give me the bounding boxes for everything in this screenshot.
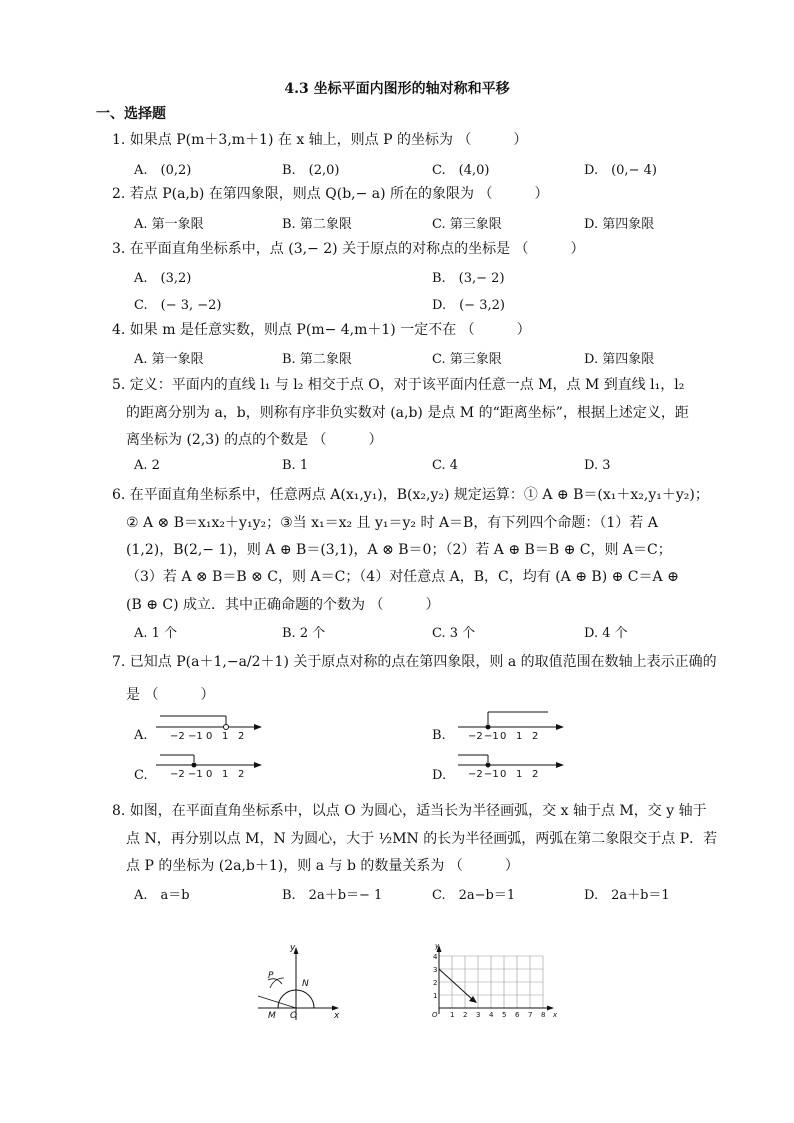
q7b-tick-3: 0	[500, 731, 507, 742]
q7-option-c[interactable]: C.	[134, 768, 148, 783]
q2-option-b[interactable]: B. 第二象限	[282, 217, 352, 232]
q4-option-b[interactable]: B. 第二象限	[282, 352, 352, 367]
q6-option-a[interactable]: A. 1 个	[134, 626, 178, 641]
q7-option-d[interactable]: D.	[432, 768, 447, 783]
question-6-line-1: 6. 在平面直角坐标系中，任意两点 A(x₁,y₁)，B(x₂,y₂) 规定运算：① A ⊕ B＝(x₁＋x₂,y₁＋y₂)；	[112, 487, 709, 503]
question-6-line-3: (1,2)，B(2,− 1)，则 A ⊕ B＝(3,1)，A ⊗ B＝0；（2）若 A ⊕ B＝B ⊕ C，则 A＝C；	[126, 542, 672, 558]
q5-option-d[interactable]: D. 3	[584, 458, 611, 473]
q7b-tick-1: −2	[468, 731, 483, 742]
q8-option-d[interactable]: D. 2a＋b＝1	[584, 888, 670, 903]
fig2-y-tick-3: 3	[433, 966, 438, 974]
fig2-x-tick-7: 7	[528, 1011, 533, 1019]
q7c-tick-5: 2	[238, 769, 245, 780]
q7a-tick-2: −1	[188, 731, 203, 742]
fig2-x-tick-6: 6	[515, 1011, 520, 1019]
q4-option-c[interactable]: C. 第三象限	[432, 352, 502, 367]
q6-option-c[interactable]: C. 3 个	[432, 626, 476, 641]
q2-option-c[interactable]: C. 第三象限	[432, 217, 502, 232]
q7a-tick-5: 2	[238, 731, 245, 742]
q7-option-a[interactable]: A.	[134, 728, 148, 743]
question-6-line-2: ② A ⊗ B＝x₁x₂＋y₁y₂；③当 x₁＝x₂ 且 y₁＝y₂ 时 A＝B，有下列四个命题：（1）若 A	[126, 515, 658, 531]
q7-numberline-b	[452, 708, 572, 744]
q6-option-d[interactable]: D. 4 个	[584, 626, 628, 641]
question-3-stem: 3. 在平面直角坐标系中，点 (3,− 2) 关于原点的对称点的坐标是 （ ）	[112, 241, 585, 257]
fig2-x-tick-4: 4	[489, 1011, 494, 1019]
question-7-line-1: 7. 已知点 P(a＋1,−a/2＋1) 关于原点对称的点在第四象限，则 a 的取值范围在数轴上表示正确的	[112, 654, 717, 670]
fig2-y-tick-2: 2	[433, 979, 438, 987]
q7-option-b[interactable]: B.	[432, 728, 446, 743]
fig2-y-tick-1: 1	[433, 992, 438, 1000]
q7d-tick-5: 2	[532, 769, 539, 780]
fig2-x-tick-3: 3	[476, 1011, 481, 1019]
q7a-tick-3: 0	[206, 731, 213, 742]
q2-option-d[interactable]: D. 第四象限	[584, 217, 655, 232]
fig2-x-tick-2: 2	[463, 1011, 468, 1019]
fig2-y-label: y	[435, 942, 440, 950]
q7-numberline-c	[150, 752, 270, 788]
question-4-stem: 4. 如果 m 是任意实数，则点 P(m− 4,m＋1) 一定不在 （ ）	[112, 322, 531, 338]
q7a-tick-4: 1	[222, 731, 229, 742]
q7c-tick-2: −1	[188, 769, 203, 780]
question-6-line-5: (B ⊕ C) 成立．其中正确命题的个数为 （ ）	[126, 597, 440, 613]
q5-option-c[interactable]: C. 4	[432, 458, 459, 473]
section-heading: 一、选择题	[96, 106, 166, 122]
q7d-tick-2: −1	[484, 769, 499, 780]
q4-option-a[interactable]: A. 第一象限	[134, 352, 204, 367]
q3-option-d[interactable]: D. (− 3,2)	[432, 298, 505, 313]
q3-option-c[interactable]: C. (− 3, −2)	[134, 298, 222, 313]
question-7-line-2: 是 （ ）	[126, 687, 215, 703]
q1-option-a[interactable]: A. (0,2)	[134, 163, 192, 178]
fig1-x-label: x	[334, 1011, 340, 1021]
question-8-line-1: 8. 如图，在平面直角坐标系中，以点 O 为圆心，适当长为半径画弧，交 x 轴于点 M，交 y 轴于	[112, 803, 707, 819]
q3-option-a[interactable]: A. (3,2)	[134, 271, 192, 286]
q7c-tick-3: 0	[206, 769, 213, 780]
q1-option-c[interactable]: C. (4,0)	[432, 163, 490, 178]
fig2-x-tick-1: 1	[450, 1011, 455, 1019]
q7b-tick-4: 1	[516, 731, 523, 742]
figure-arc-construction	[250, 940, 350, 1024]
fig1-n-label: N	[302, 979, 309, 989]
q7-numberline-d	[452, 752, 572, 788]
figure-grid	[425, 940, 560, 1024]
q4-option-d[interactable]: D. 第四象限	[584, 352, 655, 367]
q7c-tick-1: −2	[170, 769, 185, 780]
q8-option-a[interactable]: A. a＝b	[134, 888, 190, 903]
question-8-line-2: 点 N，再分别以点 M，N 为圆心，大于 ½MN 的长为半径画弧，两弧在第二象限交于点 P．若	[126, 831, 718, 847]
fig1-p-label: P	[268, 971, 274, 981]
q5-option-a[interactable]: A. 2	[134, 458, 160, 473]
fig1-origin-label: O	[290, 1011, 298, 1021]
q6-option-b[interactable]: B. 2 个	[282, 626, 326, 641]
q2-option-a[interactable]: A. 第一象限	[134, 217, 204, 232]
question-5-line-1: 5. 定义：平面内的直线 l₁ 与 l₂ 相交于点 O，对于该平面内任意一点 M，点 M 到直线 l₁，l₂	[112, 377, 685, 393]
q7b-tick-5: 2	[532, 731, 539, 742]
question-2-stem: 2. 若点 P(a,b) 在第四象限，则点 Q(b,− a) 所在的象限为 （ ）	[112, 186, 549, 202]
q5-option-b[interactable]: B. 1	[282, 458, 309, 473]
fig2-x-tick-8: 8	[541, 1011, 546, 1019]
question-5-line-2: 的距离分别为 a，b，则称有序非负实数对 (a,b) 是点 M 的“距离坐标”，根据上述定义，距	[126, 405, 689, 421]
fig2-x-label: x	[553, 1011, 558, 1019]
fig2-origin-label: O	[432, 1011, 438, 1019]
question-8-line-3: 点 P 的坐标为 (2a,b＋1)，则 a 与 b 的数量关系为 （ ）	[126, 858, 519, 874]
question-1-stem: 1. 如果点 P(m＋3,m＋1) 在 x 轴上，则点 P 的坐标为 （ ）	[112, 132, 528, 148]
q8-option-b[interactable]: B. 2a＋b＝− 1	[282, 888, 383, 903]
q3-option-b[interactable]: B. (3,− 2)	[432, 271, 505, 286]
question-6-line-4: （3）若 A ⊗ B＝B ⊗ C，则 A＝C；（4）对任意点 A，B，C，均有 (A ⊕ B) ⊕ C＝A ⊕	[126, 569, 679, 585]
fig1-y-label: y	[290, 943, 296, 953]
q7d-tick-3: 0	[500, 769, 507, 780]
q7b-tick-2: −1	[484, 731, 499, 742]
fig2-y-tick-4: 4	[433, 953, 438, 961]
q1-option-d[interactable]: D. (0,− 4)	[584, 163, 657, 178]
q7a-tick-1: −2	[170, 731, 185, 742]
q7c-tick-4: 1	[222, 769, 229, 780]
q8-option-c[interactable]: C. 2a−b＝1	[432, 888, 516, 903]
question-5-line-3: 离坐标为 (2,3) 的点的个数是 （ ）	[126, 432, 383, 448]
fig1-m-label: M	[268, 1011, 276, 1021]
q1-option-b[interactable]: B. (2,0)	[282, 163, 340, 178]
q7-numberline-a	[150, 708, 270, 744]
q7d-tick-4: 1	[516, 769, 523, 780]
fig2-x-tick-5: 5	[502, 1011, 507, 1019]
q7d-tick-1: −2	[468, 769, 483, 780]
page-title: 4.3 坐标平面内图形的轴对称和平移	[284, 81, 510, 97]
